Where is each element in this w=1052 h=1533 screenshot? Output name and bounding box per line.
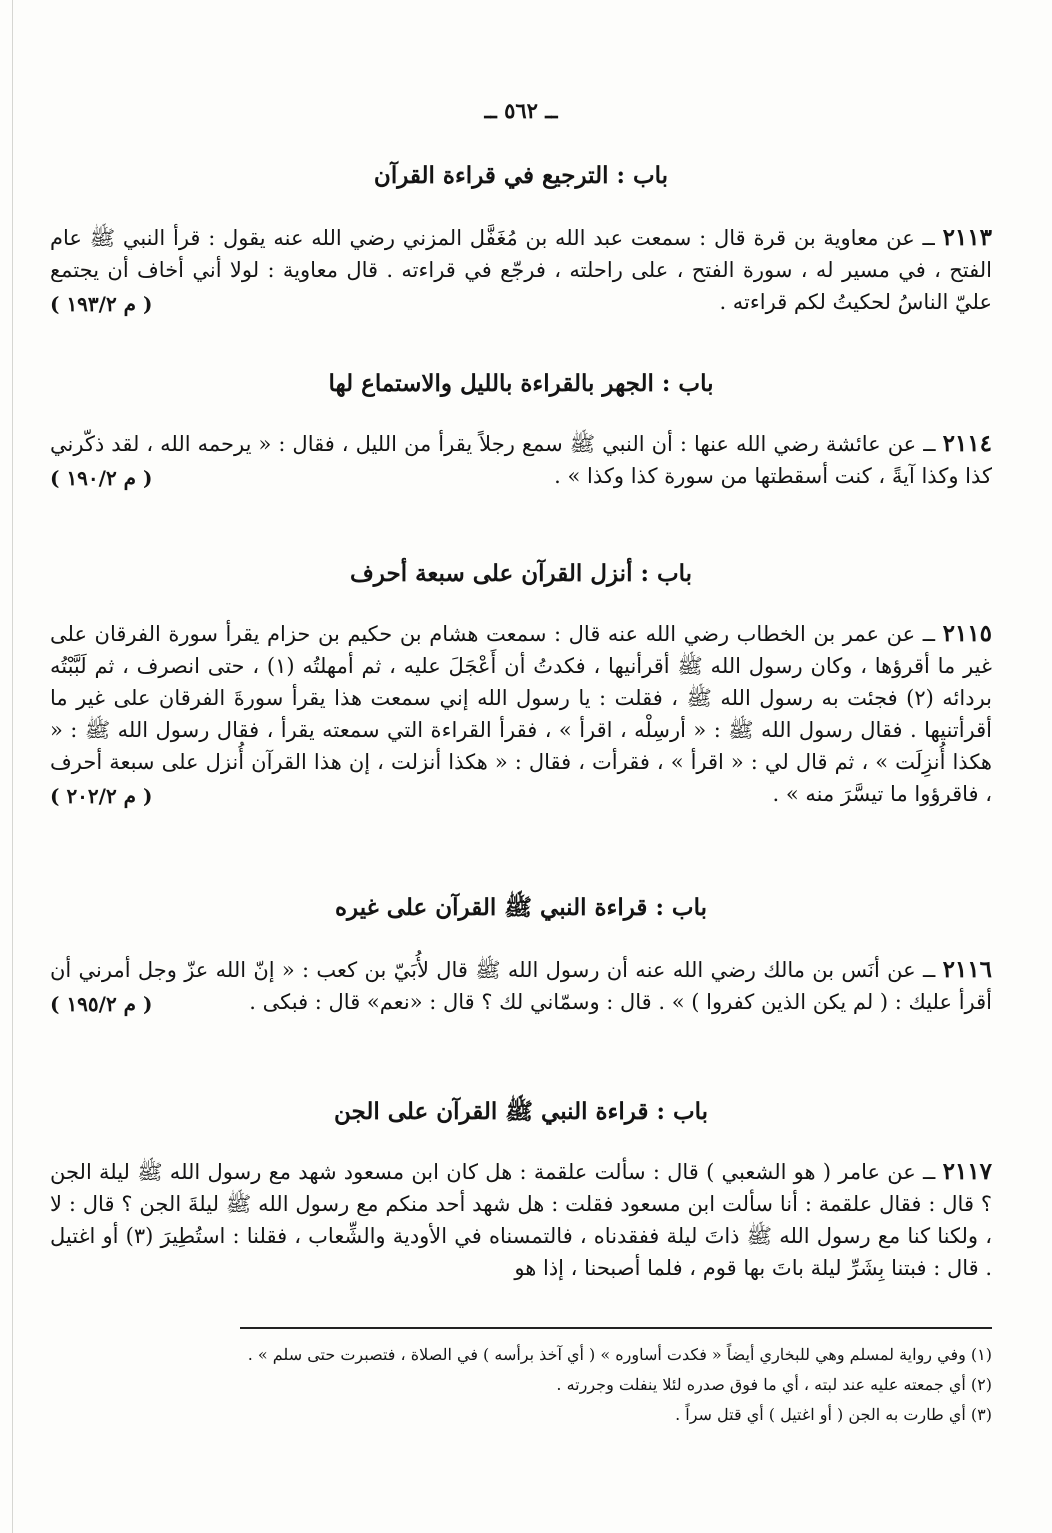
- hadith-number: ٢١١٥: [942, 620, 992, 647]
- chapter-heading-2114: باب : الجهر بالقراءة بالليل والاستماع لها: [328, 370, 714, 397]
- hadith-reference: ( م ١٩٣/٢ ): [50, 292, 153, 316]
- hadith-2115: [50, 618, 992, 812]
- page-edge: [12, 0, 13, 1533]
- chapter-heading-2117: باب : قراءة النبي ﷺ القرآن على الجن: [333, 1098, 709, 1125]
- chapter-heading-2113: باب : الترجيع في قراءة القرآن: [373, 162, 669, 189]
- footnotes: [50, 1340, 992, 1430]
- chapter-heading-2115: باب : أنزل القرآن على سبعة أحرف: [349, 560, 693, 587]
- hadith-number: ٢١١٧: [942, 1158, 992, 1185]
- footnote-1: (١) وفي رواية لمسلم وهي للبخاري أيضاً « فكدت أساوره » ( أي آخذ برأسه ) في الصلاة ، فتصبرت حتى سلم » .: [247, 1345, 992, 1364]
- footnote-3: (٣) أي طارت به الجن ( أو اغتيل ) أي قتل سراً .: [675, 1405, 992, 1424]
- hadith-text: ــ عن معاوية بن قرة قال : سمعت عبد الله بن مُغَفَّل المزني رضي الله عنه يقول : قرأ النبي ﷺ عام الفتح ، في مسير له ، سورة الفتح ، على راحلته ، فرجّع في قراءته . قال معاوية : لولا أني أخاف أن يجتمع عليّ الناسُ لحكيتُ لكم قراءته .: [50, 226, 992, 314]
- hadith-2114: [50, 428, 992, 494]
- hadith-number: ٢١١٦: [942, 956, 992, 983]
- page-number: ــ ٥٦٢ ــ: [484, 98, 558, 123]
- hadith-reference: ( م ١٩٠/٢ ): [50, 466, 153, 490]
- hadith-2116: [50, 954, 992, 1020]
- hadith-number: ٢١١٣: [942, 224, 992, 251]
- hadith-2117: [50, 1156, 992, 1284]
- footnote-separator: [240, 1327, 992, 1329]
- book-page: [50, 0, 992, 1533]
- hadith-2113: [50, 222, 992, 320]
- hadith-text: ــ عن أنَس بن مالك رضي الله عنه أن رسول الله ﷺ قال لأُبَيّ بن كعب : « إنّ الله عزّ وجل أمرني أن أقرأ عليك : ( لم يكن الذين كفروا ) » . قال : وسمّاني لك ؟ قال : «نعم» قال : فبكى .: [50, 958, 992, 1014]
- footnote-2: (٢) أي جمعته عليه عند لبته ، أي ما فوق صدره لئلا ينفلت وجررته .: [556, 1375, 992, 1394]
- hadith-text: ــ عن عائشة رضي الله عنها : أن النبي ﷺ سمع رجلاً يقرأ من الليل ، فقال : « يرحمه الله ، لقد ذكّرني كذا وكذا آيةً ، كنت أسقطتها من سورة كذا وكذا » .: [50, 432, 992, 488]
- hadith-text: ــ عن عمر بن الخطاب رضي الله عنه قال : سمعت هشام بن حكيم بن حزام يقرأ سورة الفرقان على غير ما أقرؤها ، وكان رسول الله ﷺ أقرأنيها ، فكدتُ أن أَعْجَلَ عليه ، ثم أمهلتُه (١) ، حتى انصرف ، ثم لَبَّبْتُه بردائه (٢) فجئت به رسول الله ﷺ ، فقلت : يا رسول الله إني سمعت هذا يقرأ سورةَ الفرقان على غير ما أقرأتنيها . فقال رسول الله ﷺ : « أرسِلْه ، اقرأ » ، فقرأ القراءة التي سمعته يقرأ ، فقال رسول الله ﷺ : « هكذا أُنزِلَت » ، ثم قال لي : « اقرأ » ، فقرأت ، فقال : « هكذا أنزلت ، إن هذا القرآن أُنزل على سبعة أحرف ، فاقرؤوا ما تيسَّرَ منه » .: [50, 622, 993, 806]
- hadith-reference: ( م ١٩٥/٢ ): [50, 992, 153, 1016]
- hadith-reference: ( م ٢٠٢/٢ ): [50, 784, 153, 808]
- chapter-heading-2116: باب : قراءة النبي ﷺ القرآن على غيره: [335, 894, 707, 921]
- hadith-number: ٢١١٤: [942, 430, 992, 457]
- hadith-text: ــ عن عامر ( هو الشعبي ) قال : سألت علقمة : هل كان ابن مسعود شهد مع رسول الله ﷺ ليلة الجن ؟ قال : فقال علقمة : أنا سألت ابن مسعود فقلت : هل شهد أحد منكم مع رسول الله ﷺ ليلةَ الجن ؟ قال : لا ، ولكنا كنا مع رسول الله ﷺ ذاتَ ليلة ففقدناه ، فالتمسناه في الأودية والشِّعاب ، فقلنا : استُطِيرَ (٣) أو اغتيل . قال : فبتنا بِشَرِّ ليلة باتَ بها قوم ، فلما أصبحنا ، إذا هو: [50, 1160, 992, 1280]
